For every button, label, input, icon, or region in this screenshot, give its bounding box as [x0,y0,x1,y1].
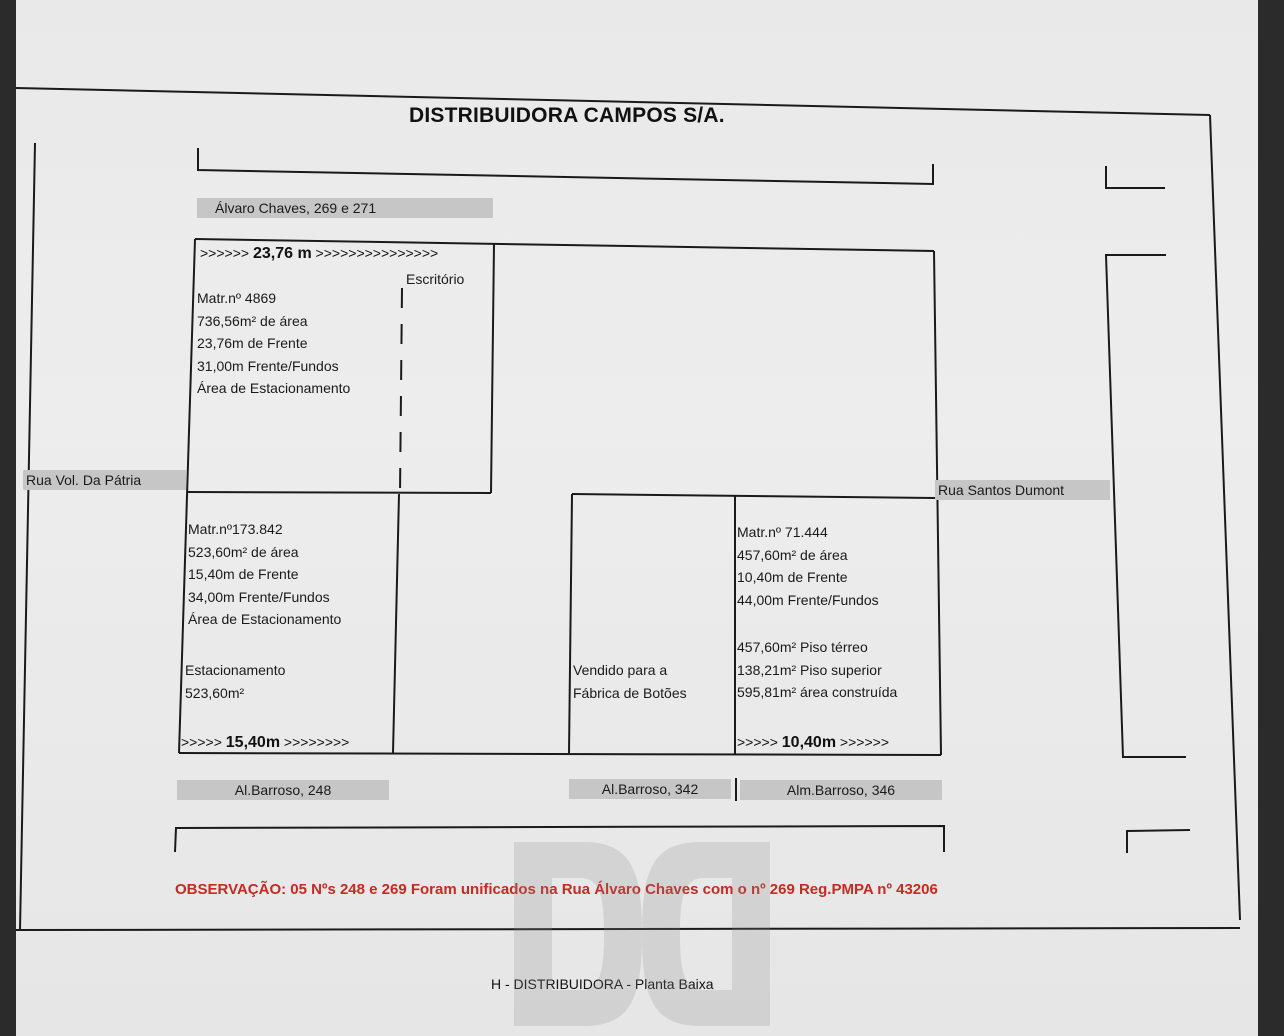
page-caption: H - DISTRIBUIDORA - Planta Baixa [491,976,714,992]
lot-71444-ground-floor: 457,60m² Piso térreo [737,639,868,655]
sold-lot-line-2: Fábrica de Botões [573,684,687,701]
lot-4869-area: 736,56m² de área [197,312,308,329]
lot-173842-use: Área de Estacionamento [188,611,342,627]
building-right-wall [934,251,941,755]
lot-4869-registration: Matr.nº 4869 [197,290,277,306]
lot-4869-front: 23,76m de Frente [197,335,308,351]
office-label: Escritório [406,271,465,287]
lot-71444-top-wall [572,494,935,498]
lot-4869-depth: 31,00m Frente/Fundos [197,357,339,374]
lot-71444-front: 10,40m de Frente [737,569,848,585]
lot-71444-area: 457,60m² de área [737,546,848,563]
lot-173842-parking [185,659,285,704]
lot-173842-registration: Matr.nº173.842 [188,521,283,537]
frame-left-line [20,143,35,930]
sold-lot-info [573,659,687,704]
sold-lot-line-1: Vendido para a [573,662,668,678]
lot-173842-right-wall [393,494,399,753]
lot-173842-front: 15,40m de Frente [188,566,299,582]
building-bottom-wall [179,753,941,755]
street-label-right: Rua Santos Dumont [935,480,1110,500]
office-partition-dashed [400,288,402,494]
lot-173842-front-dimension: >>>>> 15,40m >>>>>>>> [181,734,350,751]
lot-71444-upper-floor: 138,21m² Piso superior [737,661,882,678]
lot-4869-right-wall [491,244,494,493]
street-right-bracket [1106,255,1186,757]
street-label-left: Rua Vol. Da Pátria [23,470,186,490]
lot-173842-depth: 34,00m Frente/Fundos [188,588,330,605]
observation-note: OBSERVAÇÃO: 05 Nºs 248 e 269 Foram unificados na Rua Álvaro Chaves com o nº 269 Reg.PMPA nº 43206 [175,881,938,898]
street-label-bottom-248: Al.Barroso, 248 [177,780,389,800]
street-label-bottom-342: Al.Barroso, 342 [569,779,731,799]
lot-71444-info [737,521,879,611]
street-label-top: Álvaro Chaves, 269 e 271 [197,198,493,218]
frame-right-line [1210,115,1240,920]
lot-71444-registration: Matr.nº 71.444 [737,524,828,540]
street-top-bracket [198,148,933,184]
frame-bottom-line [16,928,1240,930]
lot-71444-floors [737,636,897,704]
lot-71444-front-dimension: >>>>> 10,40m >>>>>> [737,734,889,751]
street-right-mark-top [1106,166,1165,188]
lot-173842-parking-label: Estacionamento [185,662,286,678]
sold-lot-left-wall [569,494,572,753]
lot-4869-bottom-wall [188,492,491,493]
lot-71444-built-area: 595,81m² área construída [737,684,898,700]
lot-71444-depth: 44,00m Frente/Fundos [737,591,879,608]
document-title: DISTRIBUIDORA CAMPOS S/A. [409,104,725,127]
lot-173842-info [188,518,341,631]
lot-4869-use: Área de Estacionamento [197,380,351,396]
lot-4869-info [197,287,350,400]
lot-4869-front-dimension: >>>>>> 23,76 m >>>>>>>>>>>>>>> [200,245,439,262]
lot-173842-parking-area: 523,60m² [185,684,245,701]
lot-173842-area: 523,60m² de área [188,543,299,560]
street-bottom-bracket [175,826,944,852]
street-label-bottom-346: Alm.Barroso, 346 [740,780,942,800]
street-right-mark-bottom [1127,830,1190,853]
